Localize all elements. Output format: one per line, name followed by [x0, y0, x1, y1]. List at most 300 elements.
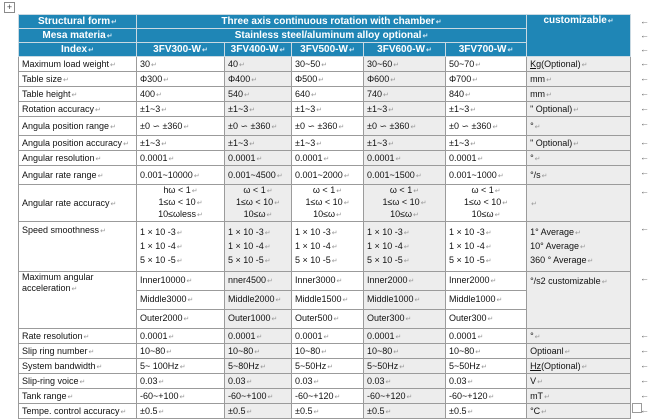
cell-value: ±1~3 [367, 104, 388, 114]
cell-end-mark: ↵ [490, 278, 497, 285]
value-cell[interactable] [137, 222, 225, 272]
cell-end-mark: ↵ [488, 394, 495, 401]
value-cell[interactable] [364, 389, 446, 404]
value-cell[interactable] [137, 136, 225, 151]
note-cell[interactable] [527, 102, 631, 117]
cell-value: 30 [140, 59, 151, 69]
value-cell[interactable] [446, 57, 527, 72]
value-cell[interactable] [364, 136, 446, 151]
cell-end-mark: ↵ [63, 77, 69, 84]
index-cell[interactable] [19, 43, 137, 57]
cell-end-mark: ↵ [266, 188, 273, 195]
cell-end-mark: ↵ [587, 257, 594, 265]
value-cell[interactable] [446, 374, 527, 389]
note-text: mm [530, 74, 546, 84]
cell-end-mark: ↵ [472, 77, 479, 84]
cell-end-mark: ↵ [348, 47, 355, 54]
value-cell[interactable] [292, 359, 364, 374]
mesa-value-cell[interactable] [137, 29, 527, 43]
cell-value: ±0 ∽ ±360 [295, 120, 338, 131]
cell-end-mark: ↵ [534, 334, 541, 341]
label-rate_range[interactable] [19, 166, 137, 185]
value-cell[interactable] [292, 374, 364, 389]
label-slip_num[interactable] [19, 344, 137, 359]
value-cell[interactable] [446, 136, 527, 151]
note-cell[interactable] [527, 151, 631, 166]
cell-end-mark: ↵ [481, 364, 488, 371]
cell-value: -60~+120 [449, 391, 488, 401]
cell-value: 0.001~2000 [295, 170, 343, 180]
value-cell[interactable] [137, 151, 225, 166]
cell-end-mark: ↵ [334, 394, 341, 401]
cell-value: ±0 ∽ ±360 [367, 120, 410, 131]
value-cell[interactable] [292, 117, 364, 136]
cell-end-mark: ↵ [179, 394, 186, 401]
label-table_size[interactable] [19, 72, 137, 87]
cell-line: Outer2000 [140, 313, 183, 323]
row-label: Angular resolution [22, 153, 95, 163]
cell-end-mark: ↵ [534, 124, 541, 131]
cell-end-mark: ↵ [420, 200, 427, 207]
row-end-arrow: ← [640, 404, 649, 415]
value-cell[interactable] [225, 87, 292, 102]
cell-value: Φ300 [140, 74, 163, 84]
cell-end-mark: ↵ [494, 212, 501, 219]
value-cell[interactable] [364, 151, 446, 166]
cell-end-mark: ↵ [333, 316, 340, 323]
value-cell[interactable] [225, 136, 292, 151]
cell-value: -60~+100 [140, 391, 179, 401]
value-cell[interactable] [292, 329, 364, 344]
note-cell[interactable] [527, 404, 631, 419]
main-title-cell[interactable] [137, 15, 527, 29]
row-label: Tank range [22, 391, 67, 401]
cell-value: Φ400 [228, 74, 251, 84]
value-cell[interactable] [446, 151, 527, 166]
cell-end-mark: ↵ [573, 107, 580, 114]
value-cell[interactable] [225, 57, 292, 72]
note-cell[interactable] [527, 87, 631, 102]
value-cell[interactable] [137, 344, 225, 359]
cell-end-mark: ↵ [183, 123, 190, 131]
cell-line: Middle3000 [140, 294, 187, 304]
cell-end-mark: ↵ [470, 141, 477, 148]
value-cell[interactable] [364, 272, 446, 329]
value-cell[interactable] [446, 72, 527, 87]
note-cell[interactable] [527, 374, 631, 389]
table-move-handle[interactable]: + [4, 2, 15, 13]
value-cell[interactable] [446, 359, 527, 374]
value-cell[interactable] [292, 102, 364, 117]
value-cell[interactable] [137, 404, 225, 419]
cell-line: 1 × 10 -3 [228, 226, 264, 237]
value-cell[interactable] [364, 374, 446, 389]
note-cell[interactable] [527, 185, 631, 222]
cell-end-mark: ↵ [534, 156, 541, 163]
cell-end-mark: ↵ [123, 141, 129, 148]
cell-value: 0.001~4500 [228, 170, 276, 180]
cell-value: ±1~3 [228, 104, 249, 114]
cell-value: 10~80 [140, 346, 166, 356]
cell-value: 40 [228, 59, 239, 69]
value-cell[interactable] [292, 136, 364, 151]
cell-value: 30~50 [295, 59, 321, 69]
cell-end-mark: ↵ [537, 379, 543, 386]
cell-value: 0.001~1000 [449, 170, 497, 180]
label-tempe[interactable] [19, 404, 137, 419]
cell-end-mark: ↵ [249, 141, 256, 148]
label-rate_res[interactable] [19, 329, 137, 344]
value-cell[interactable] [364, 166, 446, 185]
value-cell[interactable] [137, 72, 225, 87]
model-name: 3FV500-W [300, 44, 348, 55]
table-row [19, 359, 631, 374]
cell-value: 400 [140, 89, 156, 99]
cell-end-mark: ↵ [246, 379, 253, 386]
value-cell[interactable] [292, 151, 364, 166]
cell-value: 0.0001 [367, 153, 395, 163]
cell-end-mark: ↵ [465, 92, 471, 99]
cell-value: 0.0001 [295, 331, 323, 341]
note-line: 1° Average [530, 226, 575, 237]
cell-value: Φ600 [367, 74, 390, 84]
cell-end-mark: ↵ [120, 409, 127, 416]
value-cell[interactable] [225, 374, 292, 389]
cell-end-mark: ↵ [168, 156, 175, 163]
cell-end-mark: ↵ [422, 33, 429, 40]
label-tank_range[interactable] [19, 389, 137, 404]
cell-value: 0.0001 [367, 331, 395, 341]
row-end-arrow: ← [640, 87, 649, 98]
value-cell[interactable] [292, 57, 364, 72]
cell-end-mark: ↵ [276, 173, 283, 180]
cell-end-mark: ↵ [196, 200, 203, 207]
value-cell[interactable] [137, 185, 225, 222]
cell-end-mark: ↵ [403, 257, 410, 265]
model-header-0[interactable] [137, 43, 225, 57]
cell-end-mark: ↵ [111, 19, 118, 26]
cell-line: 1≤ω < 10 [463, 197, 502, 207]
cell-end-mark: ↵ [313, 409, 320, 416]
value-cell[interactable] [225, 329, 292, 344]
cell-end-mark: ↵ [492, 123, 499, 131]
value-cell[interactable] [225, 166, 292, 185]
note-cell[interactable] [527, 136, 631, 151]
cell-end-mark: ↵ [239, 62, 245, 69]
cell-end-mark: ↵ [161, 141, 168, 148]
cell-end-mark: ↵ [477, 156, 484, 163]
cell-end-mark: ↵ [110, 201, 117, 208]
value-cell[interactable] [292, 344, 364, 359]
cell-end-mark: ↵ [336, 188, 343, 195]
cell-end-mark: ↵ [395, 334, 402, 341]
cell-end-mark: ↵ [271, 123, 278, 131]
note-cell[interactable] [527, 222, 631, 272]
index-label: Index [61, 44, 88, 55]
cell-value: 0.0001 [228, 331, 256, 341]
value-cell[interactable] [137, 57, 225, 72]
note-text: V [530, 376, 537, 386]
cell-end-mark: ↵ [408, 278, 415, 285]
value-cell[interactable] [364, 57, 446, 72]
value-cell[interactable] [446, 344, 527, 359]
note-unit: Hz [530, 361, 542, 371]
value-cell[interactable] [446, 87, 527, 102]
cell-end-mark: ↵ [475, 62, 482, 69]
value-cell[interactable] [225, 404, 292, 419]
value-cell[interactable] [137, 102, 225, 117]
value-cell[interactable] [137, 329, 225, 344]
cell-line: 1 × 10 -4 [367, 240, 403, 251]
cell-end-mark: ↵ [275, 297, 282, 304]
cell-line: ω < 1 [389, 185, 413, 195]
table-row [19, 72, 631, 87]
value-cell[interactable] [137, 359, 225, 374]
cell-line: Outer300 [449, 313, 487, 323]
cell-value: 10~80 [295, 346, 321, 356]
value-cell[interactable] [137, 389, 225, 404]
cell-end-mark: ↵ [544, 394, 550, 401]
cell-line: 10≤ω [390, 209, 413, 219]
cell-end-mark: ↵ [110, 124, 116, 131]
cell-end-mark: ↵ [343, 200, 350, 207]
cell-end-mark: ↵ [331, 243, 338, 251]
value-cell[interactable] [364, 404, 446, 419]
cell-end-mark: ↵ [106, 33, 113, 40]
cell-end-mark: ↵ [187, 297, 194, 304]
note-cell[interactable] [527, 389, 631, 404]
cell-end-mark: ↵ [573, 141, 580, 148]
value-cell[interactable] [446, 117, 527, 136]
note-cell[interactable] [527, 272, 631, 329]
customizable-label: customizable [543, 15, 607, 26]
row-end-arrow: ← [640, 15, 649, 26]
value-cell[interactable] [225, 72, 292, 87]
value-cell[interactable] [364, 344, 446, 359]
table-row [19, 166, 631, 185]
note-cell[interactable] [527, 344, 631, 359]
cell-end-mark: ↵ [267, 278, 273, 285]
value-cell[interactable] [446, 272, 527, 329]
model-header-3[interactable] [364, 43, 446, 57]
cell-end-mark: ↵ [183, 316, 190, 323]
value-cell[interactable] [292, 87, 364, 102]
model-header-1[interactable] [225, 43, 292, 57]
row-end-arrow: ← [640, 272, 649, 283]
label-load[interactable] [19, 57, 137, 72]
row-label: Angular rate accuracy [22, 198, 110, 208]
cell-end-mark: ↵ [327, 364, 334, 371]
note-cell[interactable] [527, 329, 631, 344]
value-cell[interactable] [225, 151, 292, 166]
value-cell[interactable] [137, 117, 225, 136]
value-cell[interactable] [137, 374, 225, 389]
row-label: Angular rate range [22, 170, 97, 180]
cell-value: ±1~3 [367, 138, 388, 148]
value-cell[interactable] [292, 389, 364, 404]
label-rate_acc[interactable] [19, 185, 137, 222]
label-bandwidth[interactable] [19, 359, 137, 374]
cell-value: ±0 ∽ ±360 [140, 120, 183, 131]
value-cell[interactable] [364, 329, 446, 344]
value-cell[interactable] [225, 222, 292, 272]
value-cell[interactable] [446, 185, 527, 222]
value-cell[interactable] [292, 272, 364, 329]
value-cell[interactable] [225, 389, 292, 404]
value-cell[interactable] [364, 117, 446, 136]
value-cell[interactable] [364, 87, 446, 102]
row-label: Slip-ring voice [22, 376, 79, 386]
cell-end-mark: ↵ [331, 257, 338, 265]
cell-end-mark: ↵ [267, 394, 274, 401]
note-text: " Optional) [530, 138, 573, 148]
cell-end-mark: ↵ [251, 77, 258, 84]
value-cell[interactable] [225, 359, 292, 374]
note-cell[interactable] [527, 359, 631, 374]
cell-value: ±1~3 [449, 104, 470, 114]
value-cell[interactable] [446, 222, 527, 272]
cell-end-mark: ↵ [336, 278, 343, 285]
label-rot_acc[interactable] [19, 102, 137, 117]
value-cell[interactable] [292, 185, 364, 222]
cell-end-mark: ↵ [477, 334, 484, 341]
cell-value: 0.0001 [140, 331, 168, 341]
cell-end-mark: ↵ [607, 18, 614, 25]
value-cell[interactable] [225, 117, 292, 136]
structural-form-cell[interactable] [19, 15, 137, 29]
cell-value: 0.001~10000 [140, 170, 193, 180]
cell-line: 10≤ω [243, 209, 266, 219]
cell-end-mark: ↵ [179, 364, 186, 371]
table-row [19, 374, 631, 389]
cell-end-mark: ↵ [316, 141, 323, 148]
mesa-material-cell[interactable] [19, 29, 137, 43]
model-name: 3FV300-W [153, 44, 201, 55]
row-end-arrow: ← [640, 389, 649, 400]
model-header-2[interactable] [292, 43, 364, 57]
cell-line: 1≤ω < 10 [382, 197, 420, 207]
cell-end-mark: ↵ [256, 334, 263, 341]
cell-value: 5~50Hz [295, 361, 327, 371]
table-row [19, 389, 631, 404]
row-label: Tempe. control accuracy [22, 406, 120, 416]
note-cell[interactable] [527, 117, 631, 136]
label-slip_voice[interactable] [19, 374, 137, 389]
value-cell[interactable] [292, 72, 364, 87]
label-ang_range[interactable] [19, 117, 137, 136]
cell-end-mark: ↵ [256, 156, 263, 163]
customizable-cell[interactable] [527, 15, 631, 57]
value-cell[interactable] [137, 272, 225, 329]
structural-form-label: Structural form [37, 16, 111, 27]
value-cell[interactable] [225, 344, 292, 359]
cell-value: 5~ 100Hz [140, 361, 179, 371]
label-table_height[interactable] [19, 87, 137, 102]
value-cell[interactable] [292, 222, 364, 272]
value-cell[interactable] [137, 166, 225, 185]
value-cell[interactable] [292, 166, 364, 185]
cell-end-mark: ↵ [388, 107, 395, 114]
label-ang_res[interactable] [19, 151, 137, 166]
cell-line: Inner3000 [295, 275, 336, 285]
value-cell[interactable] [364, 72, 446, 87]
note-unit: Kg [530, 59, 542, 69]
cell-end-mark: ↵ [502, 200, 509, 207]
value-cell[interactable] [446, 166, 527, 185]
cell-end-mark: ↵ [83, 334, 90, 341]
cell-value: ±1~3 [140, 104, 161, 114]
row-end-arrow: ← [640, 102, 649, 113]
cell-value: ±1~3 [295, 104, 316, 114]
cell-end-mark: ↵ [100, 228, 106, 235]
value-cell[interactable] [225, 185, 292, 222]
cell-end-mark: ↵ [575, 229, 581, 237]
cell-line: 1 × 10 -4 [228, 240, 264, 251]
note-cell[interactable] [527, 166, 631, 185]
value-cell[interactable] [364, 222, 446, 272]
cell-end-mark: ↵ [274, 200, 281, 207]
value-cell[interactable] [225, 102, 292, 117]
value-cell[interactable] [446, 329, 527, 344]
cell-line: Outer1000 [228, 313, 271, 323]
cell-end-mark: ↵ [410, 123, 417, 131]
cell-end-mark: ↵ [475, 349, 482, 356]
label-max_acc[interactable] [19, 272, 137, 329]
value-cell[interactable] [446, 102, 527, 117]
cell-end-mark: ↵ [168, 334, 175, 341]
value-cell[interactable] [364, 185, 446, 222]
cell-line: 1 × 10 -3 [295, 226, 331, 237]
value-cell[interactable] [292, 404, 364, 419]
row-end-arrow: ← [640, 117, 649, 128]
cell-end-mark: ↵ [494, 188, 501, 195]
cell-end-mark: ↵ [97, 173, 104, 180]
value-cell[interactable] [225, 272, 292, 329]
label-ang_acc[interactable] [19, 136, 137, 151]
value-cell[interactable] [446, 404, 527, 419]
cell-end-mark: ↵ [343, 173, 350, 180]
value-cell[interactable] [364, 359, 446, 374]
cell-value: ±1~3 [449, 138, 470, 148]
cell-end-mark: ↵ [158, 379, 165, 386]
cell-end-mark: ↵ [531, 201, 537, 208]
value-cell[interactable] [364, 102, 446, 117]
cell-value: 0.03 [367, 376, 385, 386]
cell-end-mark: ↵ [264, 257, 271, 265]
cell-line: ω < 1 [471, 185, 494, 195]
cell-end-mark: ↵ [96, 364, 103, 371]
model-header-4[interactable] [446, 43, 527, 57]
value-cell[interactable] [446, 389, 527, 404]
cell-value: 540 [228, 89, 244, 99]
note-cell[interactable] [527, 57, 631, 72]
cell-value: 0.0001 [449, 331, 477, 341]
row-label: System bandwidth [22, 361, 96, 371]
cell-value: ±0.5 [295, 406, 313, 416]
note-text: ° [530, 331, 534, 341]
model-name: 3FV700-W [458, 44, 507, 55]
cell-value: 10~80 [449, 346, 475, 356]
cell-end-mark: ↵ [580, 243, 586, 251]
note-cell[interactable] [527, 72, 631, 87]
value-cell[interactable] [137, 87, 225, 102]
cell-line: 1 × 10 -4 [140, 240, 176, 251]
cell-line: Inner2000 [367, 275, 408, 285]
cell-end-mark: ↵ [388, 141, 395, 148]
label-speed[interactable] [19, 222, 137, 272]
row-label: Rate resolution [22, 331, 83, 341]
cell-value: 0.03 [449, 376, 467, 386]
